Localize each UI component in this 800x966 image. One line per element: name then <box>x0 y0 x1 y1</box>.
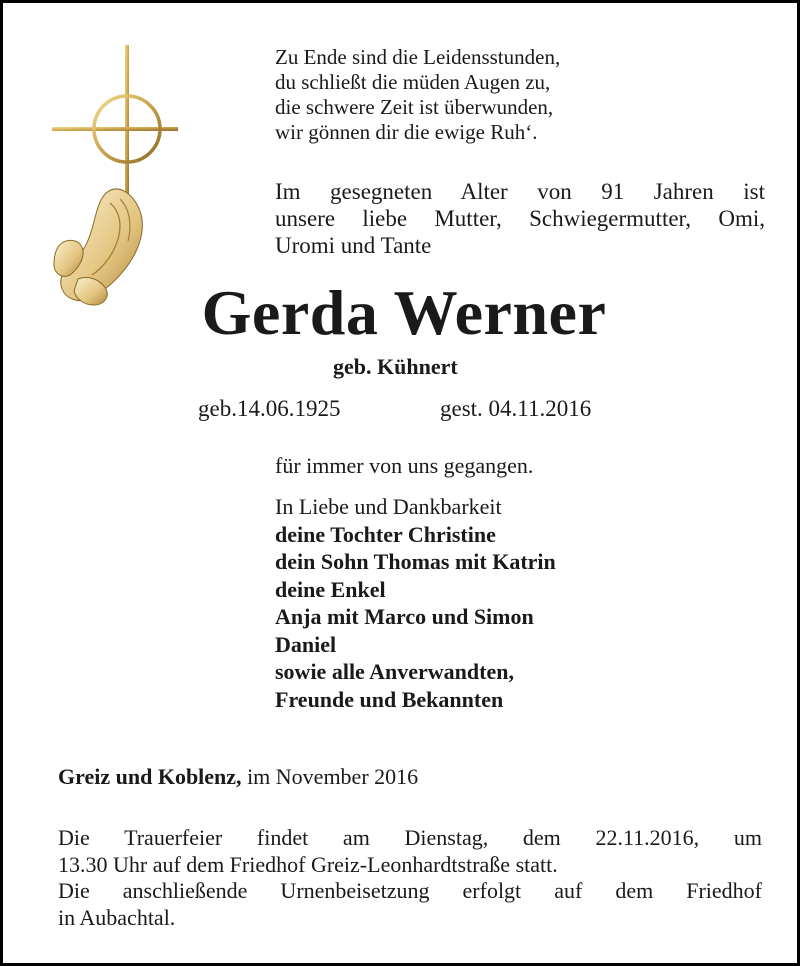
mourner: Freunde und Bekannten <box>275 686 504 712</box>
death-date: gest. 04.11.2016 <box>440 396 592 421</box>
mourner: dein Sohn Thomas mit Katrin <box>275 549 556 574</box>
deceased-name: Gerda Werner <box>201 277 607 348</box>
mourner: deine Tochter Christine <box>275 521 496 547</box>
passing-line: für immer von uns gegangen. <box>275 453 534 478</box>
poem <box>275 45 635 145</box>
place-date: im November 2016 <box>241 764 419 789</box>
poem-line: du schließt die müden Augen zu, <box>275 70 551 94</box>
intro-line: Uromi und Tante <box>275 233 432 258</box>
poem-line: Zu Ende sind die Leidensstunden, <box>275 45 561 69</box>
intro-line: unsere liebe Mutter, Schwiegermutter, Omi, <box>275 206 765 231</box>
mourner: Daniel <box>275 631 337 657</box>
birth-date: geb.14.06.1925 <box>198 396 341 421</box>
mourners-intro: In Liebe und Dankbarkeit <box>275 494 502 519</box>
notice-line: in Aubachtal. <box>58 904 176 930</box>
poem-line: die schwere Zeit ist überwunden, <box>275 95 554 119</box>
cross-with-praying-hands-icon <box>48 43 178 308</box>
place-and-date <box>58 763 418 791</box>
place-location: Greiz und Koblenz, <box>58 764 242 789</box>
intro-line: Im gesegneten Alter von 91 Jahren ist <box>275 179 765 204</box>
notice-line: Die anschließende Urnenbeisetzung erfolgt auf dem Friedhof <box>58 878 762 903</box>
mourner: deine Enkel <box>275 576 386 602</box>
maiden-name: geb. Kühnert <box>333 354 458 379</box>
mourners-list <box>275 493 556 713</box>
funeral-notice <box>58 825 762 931</box>
mourner: sowie alle Anverwandten, <box>275 659 514 684</box>
notice-line: Die Trauerfeier findet am Dienstag, dem 22.11.2016, um <box>58 825 762 850</box>
intro-text <box>275 178 765 259</box>
mourner: Anja mit Marco und Simon <box>275 604 534 629</box>
notice-line: 13.30 Uhr auf dem Friedhof Greiz-Leonhardtstraße statt. <box>58 851 558 877</box>
poem-line: wir gönnen dir die ewige Ruh‘. <box>275 120 538 144</box>
